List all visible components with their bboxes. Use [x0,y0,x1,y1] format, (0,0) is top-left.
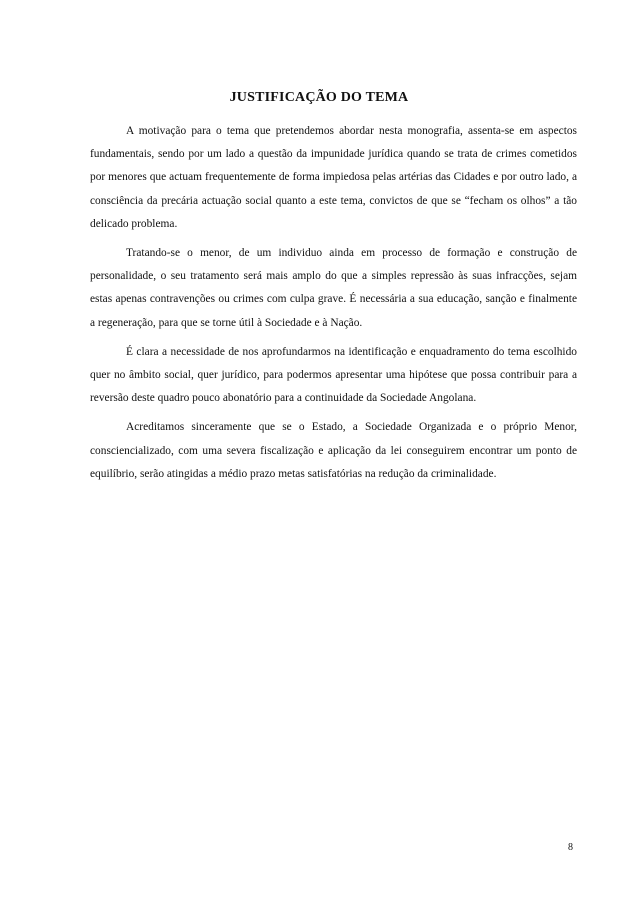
paragraph-necessity: É clara a necessidade de nos aprofundarmos na identificação e enquadramento do tema escolhido quer no âmbito social, quer jurídico, para podermos apresentar uma hipótese que possa contribuir para a reversão deste quadro pouco abonatório para a continuidade da Sociedade Angolana. [90,345,577,405]
page-title: JUSTIFICAÇÃO DO TEMA [229,90,409,105]
paragraph-belief: Acreditamos sinceramente que se o Estado, a Sociedade Organizada e o próprio Menor, consciencializado, com uma severa fiscalização e aplicação da lei conseguirem encontrar um ponto de equilíbrio, serão atingidas a médio prazo metas satisfatórias na redução da criminalidade. [90,421,577,480]
page-number: 8 [568,842,573,853]
body-text [90,120,577,492]
paragraph-motivation: A motivação para o tema que pretendemos abordar nesta monografia, assenta-se em aspectos fundamentais, sendo por um lado a questão da impunidade jurídica quando se trata de crimes cometidos por menores que actuam frequentemente de forma impiedosa pelas artérias das Cidades e por outro lado, a consciência da precária actuação social quanto a este tema, convictos de que se “fecham os olhos” a tão delicado problema. [90,125,577,230]
paragraph-minor-treatment: Tratando-se o menor, de um individuo ainda em processo de formação e construção de personalidade, o seu tratamento será mais amplo do que a simples repressão às suas infracções, sejam estas apenas contravenções ou crimes com culpa grave. É necessária a sua educação, sanção e finalmente a regeneração, para que se torne útil à Sociedade e à Nação. [90,247,577,329]
